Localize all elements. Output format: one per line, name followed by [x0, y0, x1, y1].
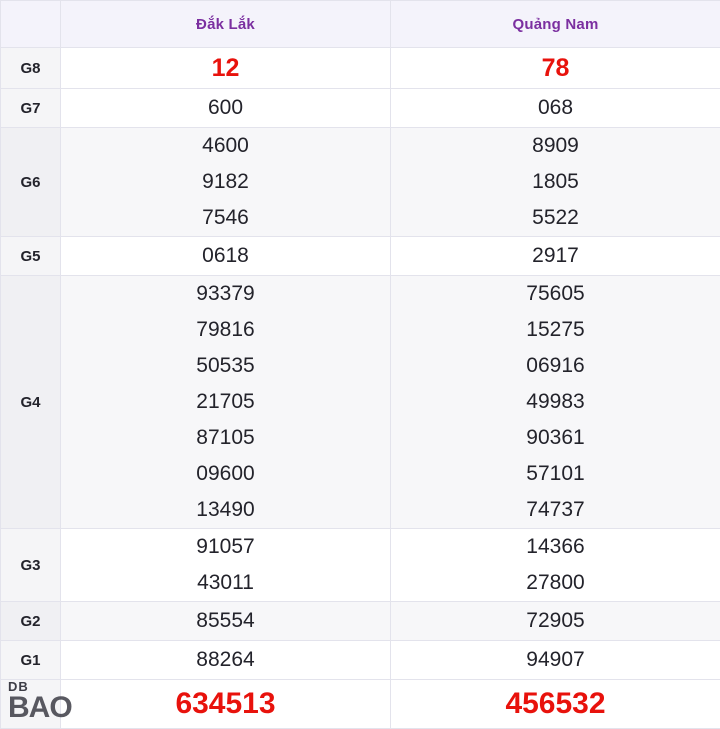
lottery-number: 14366 — [526, 535, 585, 558]
prize-label-g7: G7 — [1, 89, 61, 128]
lottery-number: 91057 — [196, 535, 255, 558]
numbers-g1-quangnam — [391, 641, 720, 680]
watermark-main-text: BAO — [8, 691, 72, 724]
prize-label-g3: G3 — [1, 529, 61, 602]
lottery-number: 27800 — [526, 571, 585, 594]
numbers-g8-daklak — [61, 48, 391, 89]
lottery-number: 12 — [211, 54, 240, 82]
prize-label-g8: G8 — [1, 48, 61, 89]
table-row — [1, 237, 720, 276]
lottery-number: 88264 — [196, 648, 255, 671]
lottery-number: 21705 — [196, 390, 255, 413]
lottery-number: 43011 — [197, 571, 254, 594]
lottery-number: 57101 — [526, 462, 585, 485]
lottery-number: 634513 — [175, 687, 276, 720]
table-row — [1, 128, 720, 237]
header-prize-column — [1, 1, 61, 48]
lottery-number: 49983 — [526, 390, 585, 413]
lottery-number: 50535 — [196, 354, 255, 377]
lottery-number: 79816 — [196, 318, 255, 341]
table-row — [1, 48, 720, 89]
numbers-g1-daklak — [61, 641, 391, 680]
lottery-number: 06916 — [526, 354, 585, 377]
numbers-g7-daklak — [61, 89, 391, 128]
numbers-g3-daklak — [61, 529, 391, 602]
lottery-number: 456532 — [505, 687, 606, 720]
table-header — [1, 1, 720, 48]
table-row — [1, 276, 720, 529]
lottery-number: 90361 — [526, 426, 585, 449]
header-province-quangnam: Quảng Nam — [391, 1, 720, 48]
watermark-top-text: DB — [8, 679, 29, 694]
lottery-number: 13490 — [196, 498, 255, 521]
lottery-number: 5522 — [532, 206, 579, 229]
lottery-number: 74737 — [526, 498, 585, 521]
lottery-number: 2917 — [532, 244, 579, 267]
numbers-g5-quangnam — [391, 237, 720, 276]
lottery-number: 9182 — [202, 170, 249, 193]
lottery-number: 87105 — [196, 426, 255, 449]
numbers-g2-daklak — [61, 602, 391, 641]
table-row — [1, 641, 720, 680]
table-row — [1, 529, 720, 602]
table-row — [1, 602, 720, 641]
table-row — [1, 680, 720, 729]
lottery-number: 0618 — [202, 244, 249, 267]
lottery-number: 7546 — [202, 206, 249, 229]
lottery-number: 15275 — [526, 318, 585, 341]
numbers-g3-quangnam — [391, 529, 720, 602]
table-body — [1, 48, 720, 729]
prize-label-db — [1, 680, 61, 729]
lottery-number: 068 — [537, 96, 574, 119]
numbers-db-daklak — [61, 680, 391, 729]
prize-label-g2: G2 — [1, 602, 61, 641]
lottery-number: 600 — [207, 96, 244, 119]
lottery-number: 09600 — [196, 462, 255, 485]
numbers-g2-quangnam — [391, 602, 720, 641]
lottery-number: 72905 — [526, 609, 585, 632]
header-province-daklak: Đắk Lắk — [61, 1, 391, 48]
header-row — [1, 1, 720, 48]
numbers-g4-daklak — [61, 276, 391, 529]
prize-label-g5: G5 — [1, 237, 61, 276]
prize-label-g6: G6 — [1, 128, 61, 237]
lottery-number: 75605 — [526, 282, 585, 305]
lottery-number: 78 — [541, 54, 570, 82]
table-row — [1, 89, 720, 128]
numbers-g5-daklak — [61, 237, 391, 276]
numbers-db-quangnam — [391, 680, 720, 729]
lottery-number: 93379 — [196, 282, 255, 305]
lottery-number: 1805 — [532, 170, 579, 193]
numbers-g8-quangnam — [391, 48, 720, 89]
lottery-number: 8909 — [532, 134, 579, 157]
numbers-g4-quangnam — [391, 276, 720, 529]
lottery-number: 94907 — [526, 648, 585, 671]
prize-label-g1: G1 — [1, 641, 61, 680]
numbers-g7-quangnam — [391, 89, 720, 128]
prize-label-g4: G4 — [1, 276, 61, 529]
lottery-number: 85554 — [196, 609, 255, 632]
numbers-g6-daklak — [61, 128, 391, 237]
numbers-g6-quangnam — [391, 128, 720, 237]
lottery-number: 4600 — [202, 134, 249, 157]
